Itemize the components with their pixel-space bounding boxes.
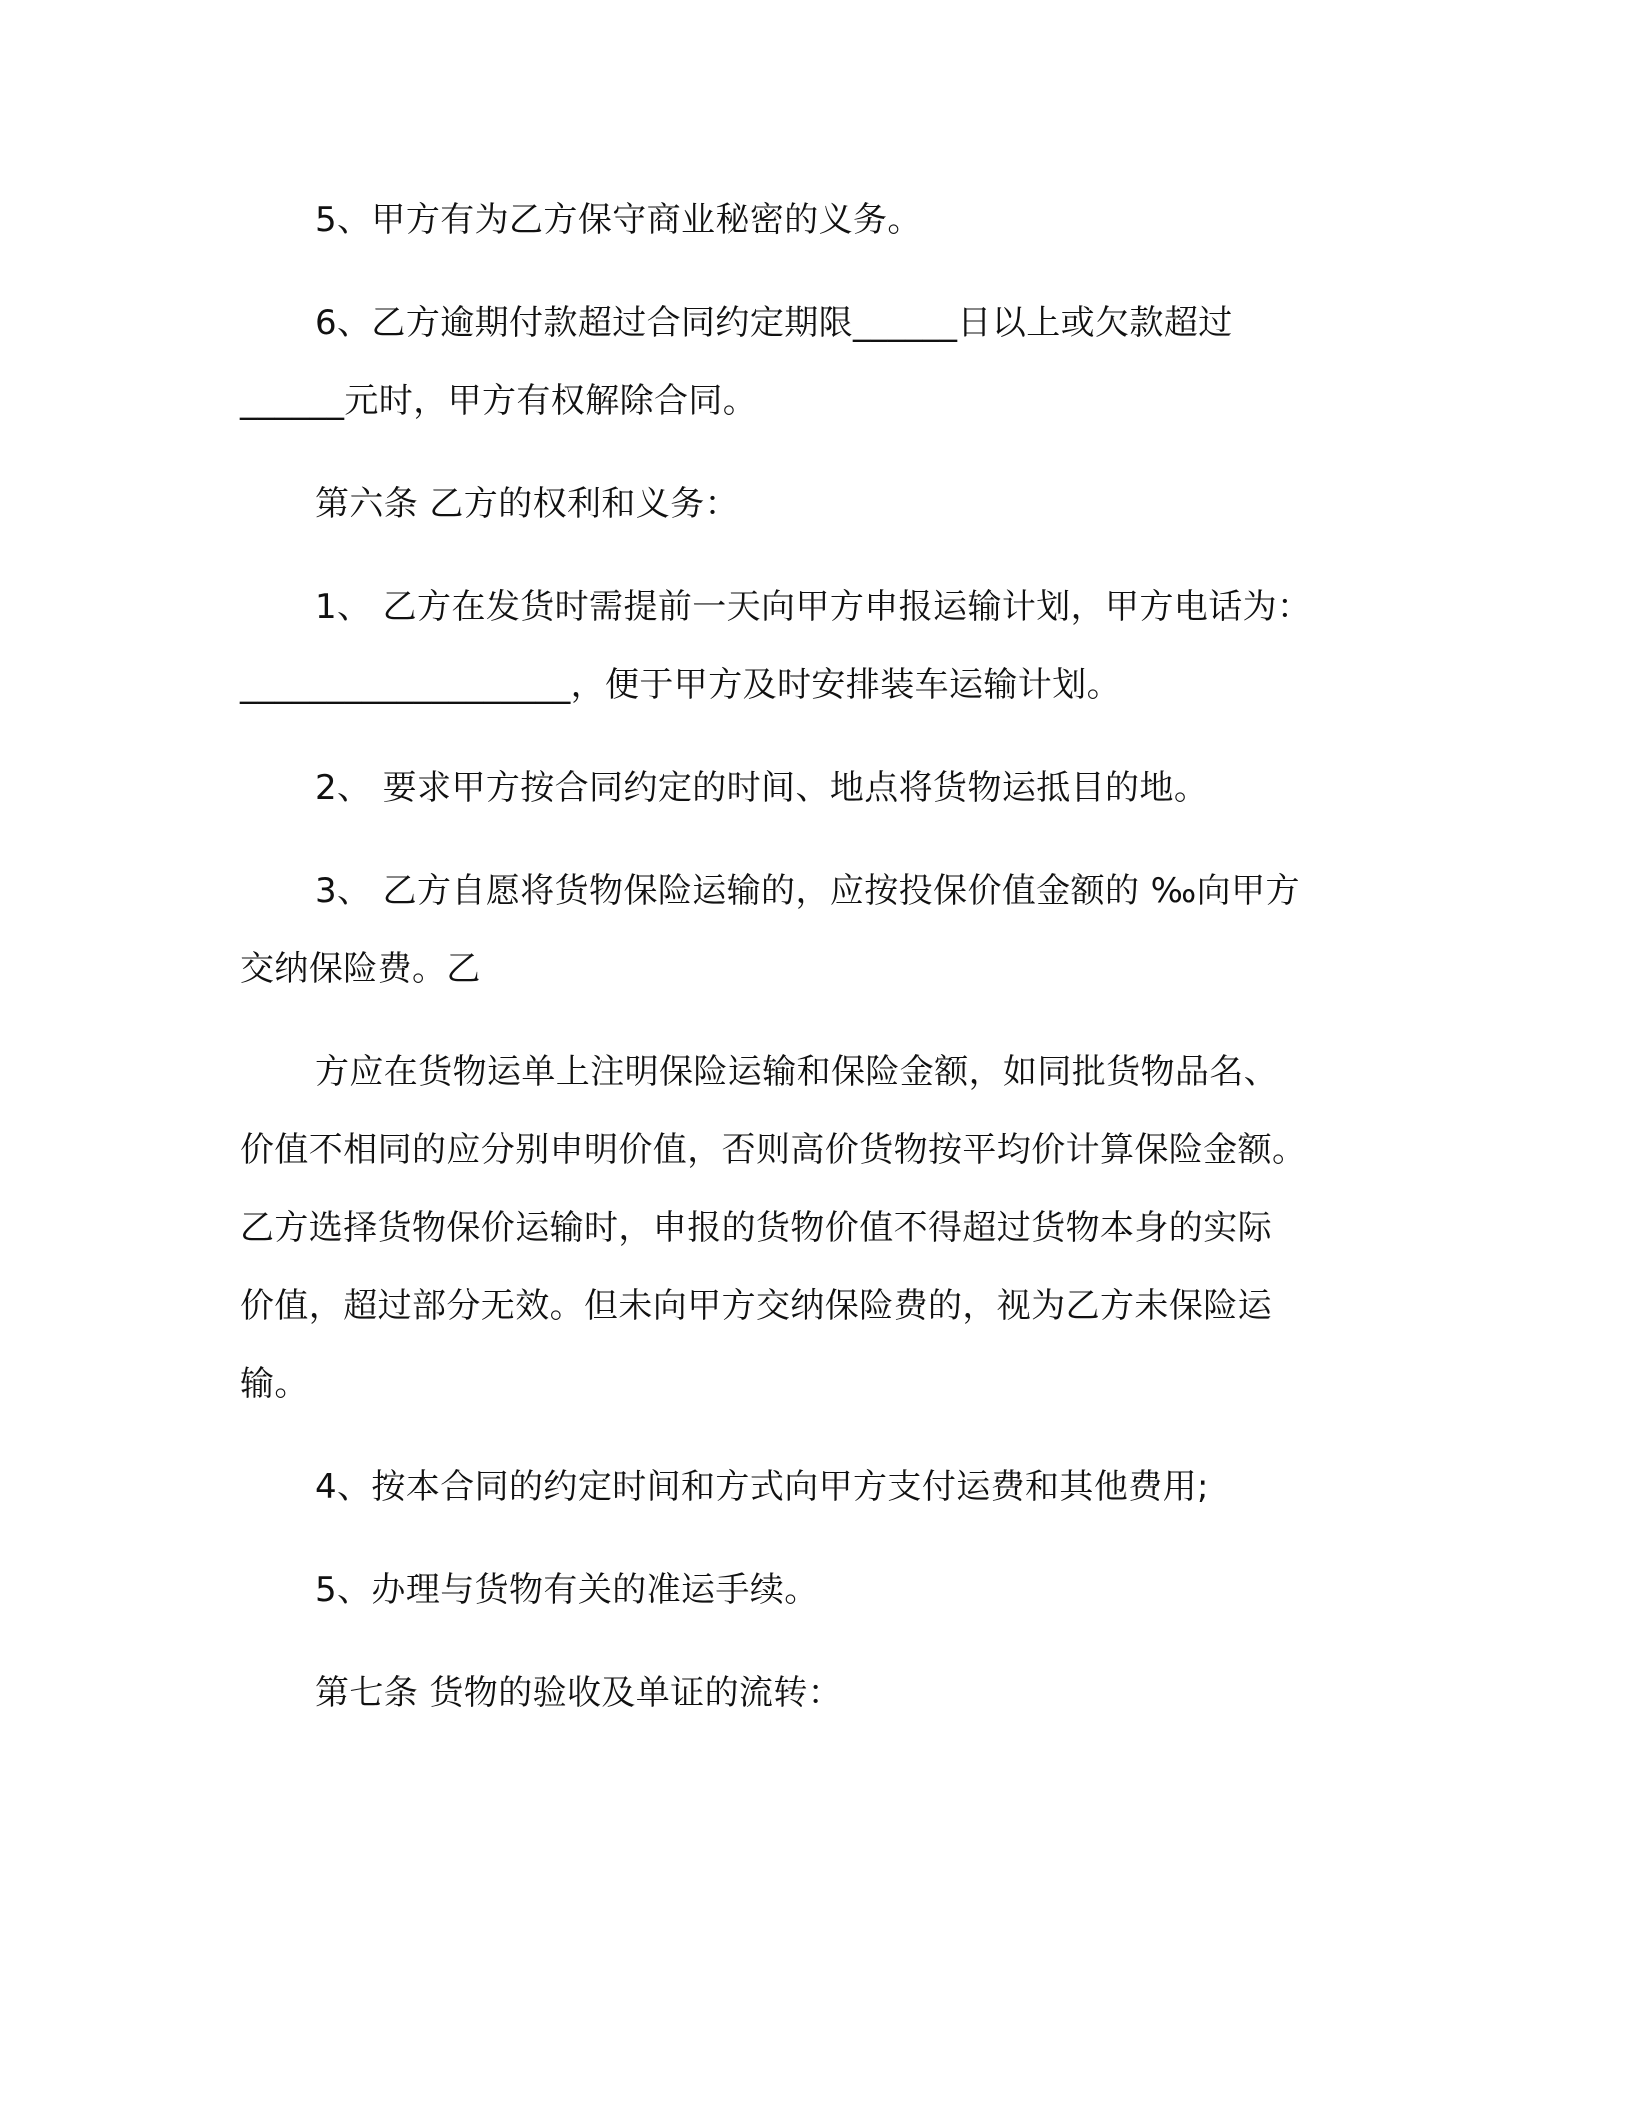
insurance-paragraph-line4: 价值，超过部分无效。但未向甲方交纳保险费的，视为乙方未保险运 [240,1286,1272,1326]
item-1-line2: ___________________，便于甲方及时安排装车运输计划。 [240,665,1121,705]
insurance-paragraph-line5: 输。 [240,1364,309,1404]
clause-6-overdue-payment-line2: ______元时，甲方有权解除合同。 [240,381,758,421]
insurance-paragraph-line3: 乙方选择货物保价运输时，申报的货物价值不得超过货物本身的实际 [240,1208,1272,1248]
clause-5-confidentiality: 5、甲方有为乙方保守商业秘密的义务。 [315,200,922,240]
insurance-paragraph-line1: 方应在货物运单上注明保险运输和保险金额，如同批货物品名、 [315,1052,1279,1092]
article-7-heading: 第七条 货物的验收及单证的流转： [315,1673,843,1713]
item-3-line1: 3、 乙方自愿将货物保险运输的，应按投保价值金额的 ‰向甲方 [315,871,1300,911]
item-1-line1: 1、 乙方在发货时需提前一天向甲方申报运输计划，甲方电话为： [315,587,1312,627]
item-3-line2: 交纳保险费。乙 [240,949,481,989]
article-6-heading: 第六条 乙方的权利和义务： [315,484,740,524]
insurance-paragraph-line2: 价值不相同的应分别申明价值，否则高价货物按平均价计算保险金额。 [240,1130,1307,1170]
item-2: 2、 要求甲方按合同约定的时间、地点将货物运抵目的地。 [315,768,1209,808]
item-4: 4、按本合同的约定时间和方式向甲方支付运费和其他费用; [315,1467,1209,1507]
item-5: 5、办理与货物有关的准运手续。 [315,1570,819,1610]
clause-6-overdue-payment-line1: 6、乙方逾期付款超过合同约定期限______日以上或欠款超过 [315,303,1233,343]
